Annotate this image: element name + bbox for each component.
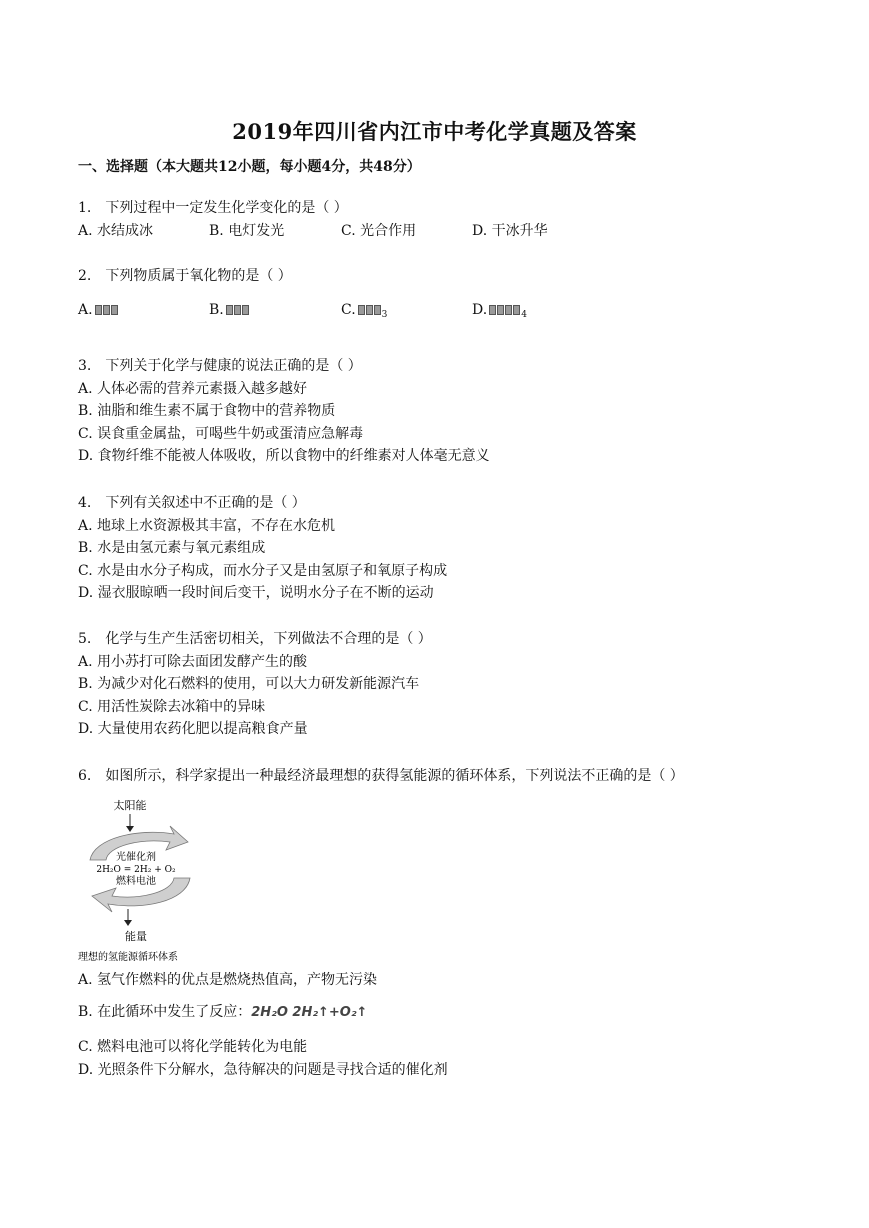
option-c: C. 光合作用 [341, 222, 417, 239]
formula-subscript: 4 [521, 309, 527, 320]
arrow-head-icon [124, 920, 132, 926]
option-d: D. 湿衣服晾晒一段时间后变干，说明水分子在不断的运动 [78, 585, 434, 602]
formula-subscript: 3 [381, 309, 388, 320]
question-1 [78, 197, 818, 243]
question-stem: 5. 化学与生产生活密切相关，下列做法不合理的是（ ） [78, 631, 432, 647]
question-stem: 3. 下列关于化学与健康的说法正确的是（ ） [78, 358, 362, 374]
option-b: B. 电灯发光 [209, 222, 285, 239]
question-stem: 1. 下列过程中一定发生化学变化的是（ ） [78, 200, 348, 216]
option-b-text: B. 在此循环中发生了反应： [78, 1003, 252, 1020]
option-c: C. 水是由水分子构成，而水分子又是由氢原子和氧原子构成 [78, 562, 448, 579]
formula-image [95, 300, 119, 312]
option-c [341, 299, 387, 327]
option-b [209, 299, 250, 322]
option-a: A. 地球上水资源极其丰富，不存在水危机 [78, 517, 336, 534]
diagram-catalyst-label: 光催化剂 [116, 852, 156, 863]
option-a: A. 氢气作燃料的优点是燃烧热值高，产物无污染 [78, 972, 378, 988]
option-d: D. 干冰升华 [472, 222, 548, 239]
question-stem: 6. 如图所示，科学家提出一种最经济最理想的获得氢能源的循环体系，下列说法不正确的是（ ） [78, 768, 684, 784]
option-letter: A. [78, 301, 93, 318]
option-c: C. 误食重金属盐，可喝些牛奶或蛋清应急解毒 [78, 425, 364, 442]
option-d: D. 大量使用农药化肥以提高粮食产量 [78, 721, 308, 738]
option-b: B. 水是由氢元素与氧元素组成 [78, 540, 266, 557]
option-b [78, 1001, 818, 1025]
diagram-bottom-label: 能量 [125, 930, 147, 943]
diagram-top-label: 太阳能 [113, 799, 147, 812]
question-3 [78, 355, 818, 468]
options-row [78, 220, 818, 243]
options-row [78, 299, 818, 322]
question-4 [78, 492, 818, 605]
option-d [472, 299, 527, 327]
section-heading: 一、选择题（本大题共12小题，每小题4分，共48分） [78, 159, 421, 175]
option-a: A. 人体必需的营养元素摄入越多越好 [78, 380, 308, 397]
question-2 [78, 265, 818, 322]
page-title: 2019年四川省内江市中考化学真题及答案 [232, 119, 637, 144]
diagram-caption: 理想的氢能源循环体系 [78, 952, 178, 963]
hydrogen-cycle-diagram [78, 794, 208, 966]
formula-image [226, 300, 250, 312]
option-b: B. 为减少对化石燃料的使用，可以大力研发新能源汽车 [78, 676, 420, 693]
formula-image [358, 300, 382, 312]
option-b: B. 油脂和维生素不属于食物中的营养物质 [78, 403, 336, 420]
option-letter: B. [209, 301, 224, 318]
question-6 [78, 765, 818, 788]
option-c: C. 燃料电池可以将化学能转化为电能 [78, 1039, 308, 1056]
option-d: D. 食物纤维不能被人体吸收，所以食物中的纤维素对人体毫无意义 [78, 448, 490, 465]
arrow-head-icon [126, 826, 134, 832]
option-a: A. 水结成冰 [78, 222, 154, 239]
option-a: A. 用小苏打可除去面团发酵产生的酸 [78, 653, 308, 670]
option-c: C. 用活性炭除去冰箱中的异味 [78, 698, 266, 715]
reaction-equation: 2H₂O 2H₂↑+O₂↑ [251, 1004, 368, 1020]
diagram-fuel-cell-label: 燃料电池 [116, 876, 156, 887]
diagram-equation: 2H₂O = 2H₂ + O₂ [96, 865, 176, 875]
question-stem: 4. 下列有关叙述中不正确的是（ ） [78, 495, 306, 511]
formula-image [489, 300, 521, 312]
question-6-options [78, 969, 818, 1081]
option-d: D. 光照条件下分解水，急待解决的问题是寻找合适的催化剂 [78, 1061, 448, 1078]
question-5 [78, 628, 818, 741]
option-letter: D. [472, 301, 488, 318]
option-a [78, 299, 119, 322]
option-letter: C. [341, 301, 356, 318]
question-stem: 2. 下列物质属于氧化物的是（ ） [78, 268, 292, 284]
